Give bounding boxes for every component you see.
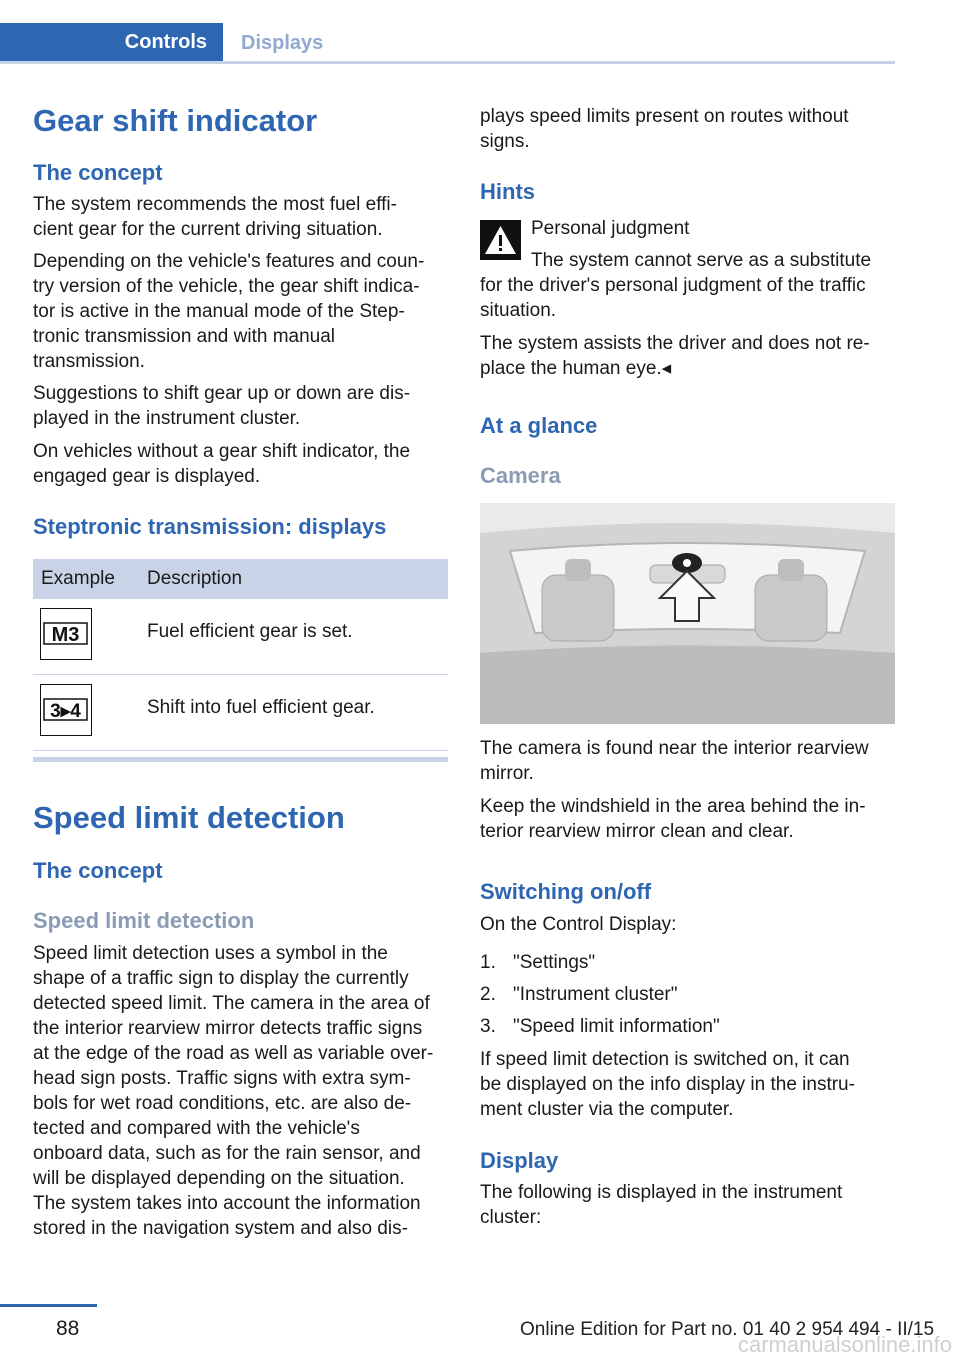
paragraph: On the Control Display: bbox=[480, 914, 677, 935]
table-row bbox=[33, 675, 448, 751]
paragraph: The following is displayed in the instrument cluster: bbox=[480, 1182, 843, 1228]
warning-title: Personal judgment bbox=[531, 218, 690, 239]
chapter-tabbar bbox=[0, 23, 895, 64]
tab-controls[interactable]: Controls bbox=[0, 23, 223, 61]
table-end-rule bbox=[33, 757, 448, 762]
heading-speed-limit-detection: Speed limit detection bbox=[33, 800, 345, 835]
list-item: 1. "Settings" bbox=[480, 952, 596, 973]
list-item: 3. "Speed limit information" bbox=[480, 1016, 720, 1037]
list-item: 2. "Instrument cluster" bbox=[480, 984, 678, 1005]
subheading-speed-limit-detection: Speed limit detection bbox=[33, 908, 255, 933]
heading-concept: The concept bbox=[33, 160, 163, 185]
tab-displays[interactable]: Displays bbox=[241, 32, 324, 54]
heading-concept: The concept bbox=[33, 858, 163, 883]
heading-gear-shift-indicator: Gear shift indicator bbox=[33, 103, 318, 138]
heading-hints: Hints bbox=[480, 179, 535, 204]
table-header bbox=[33, 559, 448, 599]
table-cell-description: Fuel efficient gear is set. bbox=[147, 621, 353, 642]
page-number: 88 bbox=[56, 1317, 80, 1340]
paragraph: Depending on the vehicle's features and coun- try version of the vehicle, the gear shift indica- tor is active in the manual mode of the Step- tronic transmission and with manual transmission. bbox=[33, 251, 425, 372]
displays-table bbox=[33, 559, 448, 762]
gear-icon-label: M3 bbox=[51, 624, 80, 646]
column-header-example: Example bbox=[41, 568, 115, 589]
steps-list bbox=[480, 947, 720, 1043]
paragraph: Keep the windshield in the area behind the in- terior rearview mirror clean and clear. bbox=[480, 796, 866, 842]
table-cell-description: Shift into fuel efficient gear. bbox=[147, 697, 375, 718]
gear-icon-label: 3▸4 bbox=[50, 701, 81, 722]
paragraph: plays speed limits present on routes without signs. bbox=[480, 106, 849, 152]
camera-location-illustration bbox=[480, 503, 895, 724]
paragraph: Speed limit detection uses a symbol in the shape of a traffic sign to display the currently detected speed limit. The camera in the area of the interior rearview mirror detects traffic signs at the edge of the road as well as variable over- head sign posts. Traffic signs with extra sym- bols for wet road conditions, etc. are also de- tected and compared with the vehicle's onboard data, such as for the rain sensor, and will be displayed depending on the situation. The system takes into account the information stored in the navigation system and also dis- bbox=[33, 943, 434, 1239]
warning-text: The system cannot serve as a substitute for the driver's personal judgment of the traffic situation. bbox=[480, 250, 872, 321]
gear-m3-icon bbox=[40, 608, 92, 660]
heading-steptronic-displays: Steptronic transmission: displays bbox=[33, 514, 387, 539]
edition-note: Online Edition for Part no. 01 40 2 954 494 - II/15 bbox=[520, 1319, 935, 1340]
paragraph: The system assists the driver and does not re- place the human eye.◂ bbox=[480, 333, 870, 379]
heading-at-a-glance: At a glance bbox=[480, 413, 598, 438]
subheading-camera: Camera bbox=[480, 463, 561, 488]
footer-rule bbox=[0, 1304, 97, 1307]
heading-switching-on-off: Switching on/off bbox=[480, 879, 652, 904]
heading-display: Display bbox=[480, 1148, 559, 1173]
table-row bbox=[33, 599, 448, 675]
paragraph: On vehicles without a gear shift indicator, the engaged gear is displayed. bbox=[33, 441, 411, 487]
paragraph: The camera is found near the interior rearview mirror. bbox=[480, 738, 869, 784]
column-header-description: Description bbox=[147, 568, 243, 589]
watermark: carmanualsonline.info bbox=[737, 1332, 952, 1357]
paragraph: If speed limit detection is switched on, it can be displayed on the info display in the instru- ment cluster via the computer. bbox=[480, 1049, 855, 1120]
gear-upshift-icon bbox=[40, 684, 92, 736]
paragraph: Suggestions to shift gear up or down are dis- played in the instrument cluster. bbox=[33, 383, 411, 429]
paragraph: The system recommends the most fuel effi- cient gear for the current driving situation. bbox=[33, 194, 397, 240]
